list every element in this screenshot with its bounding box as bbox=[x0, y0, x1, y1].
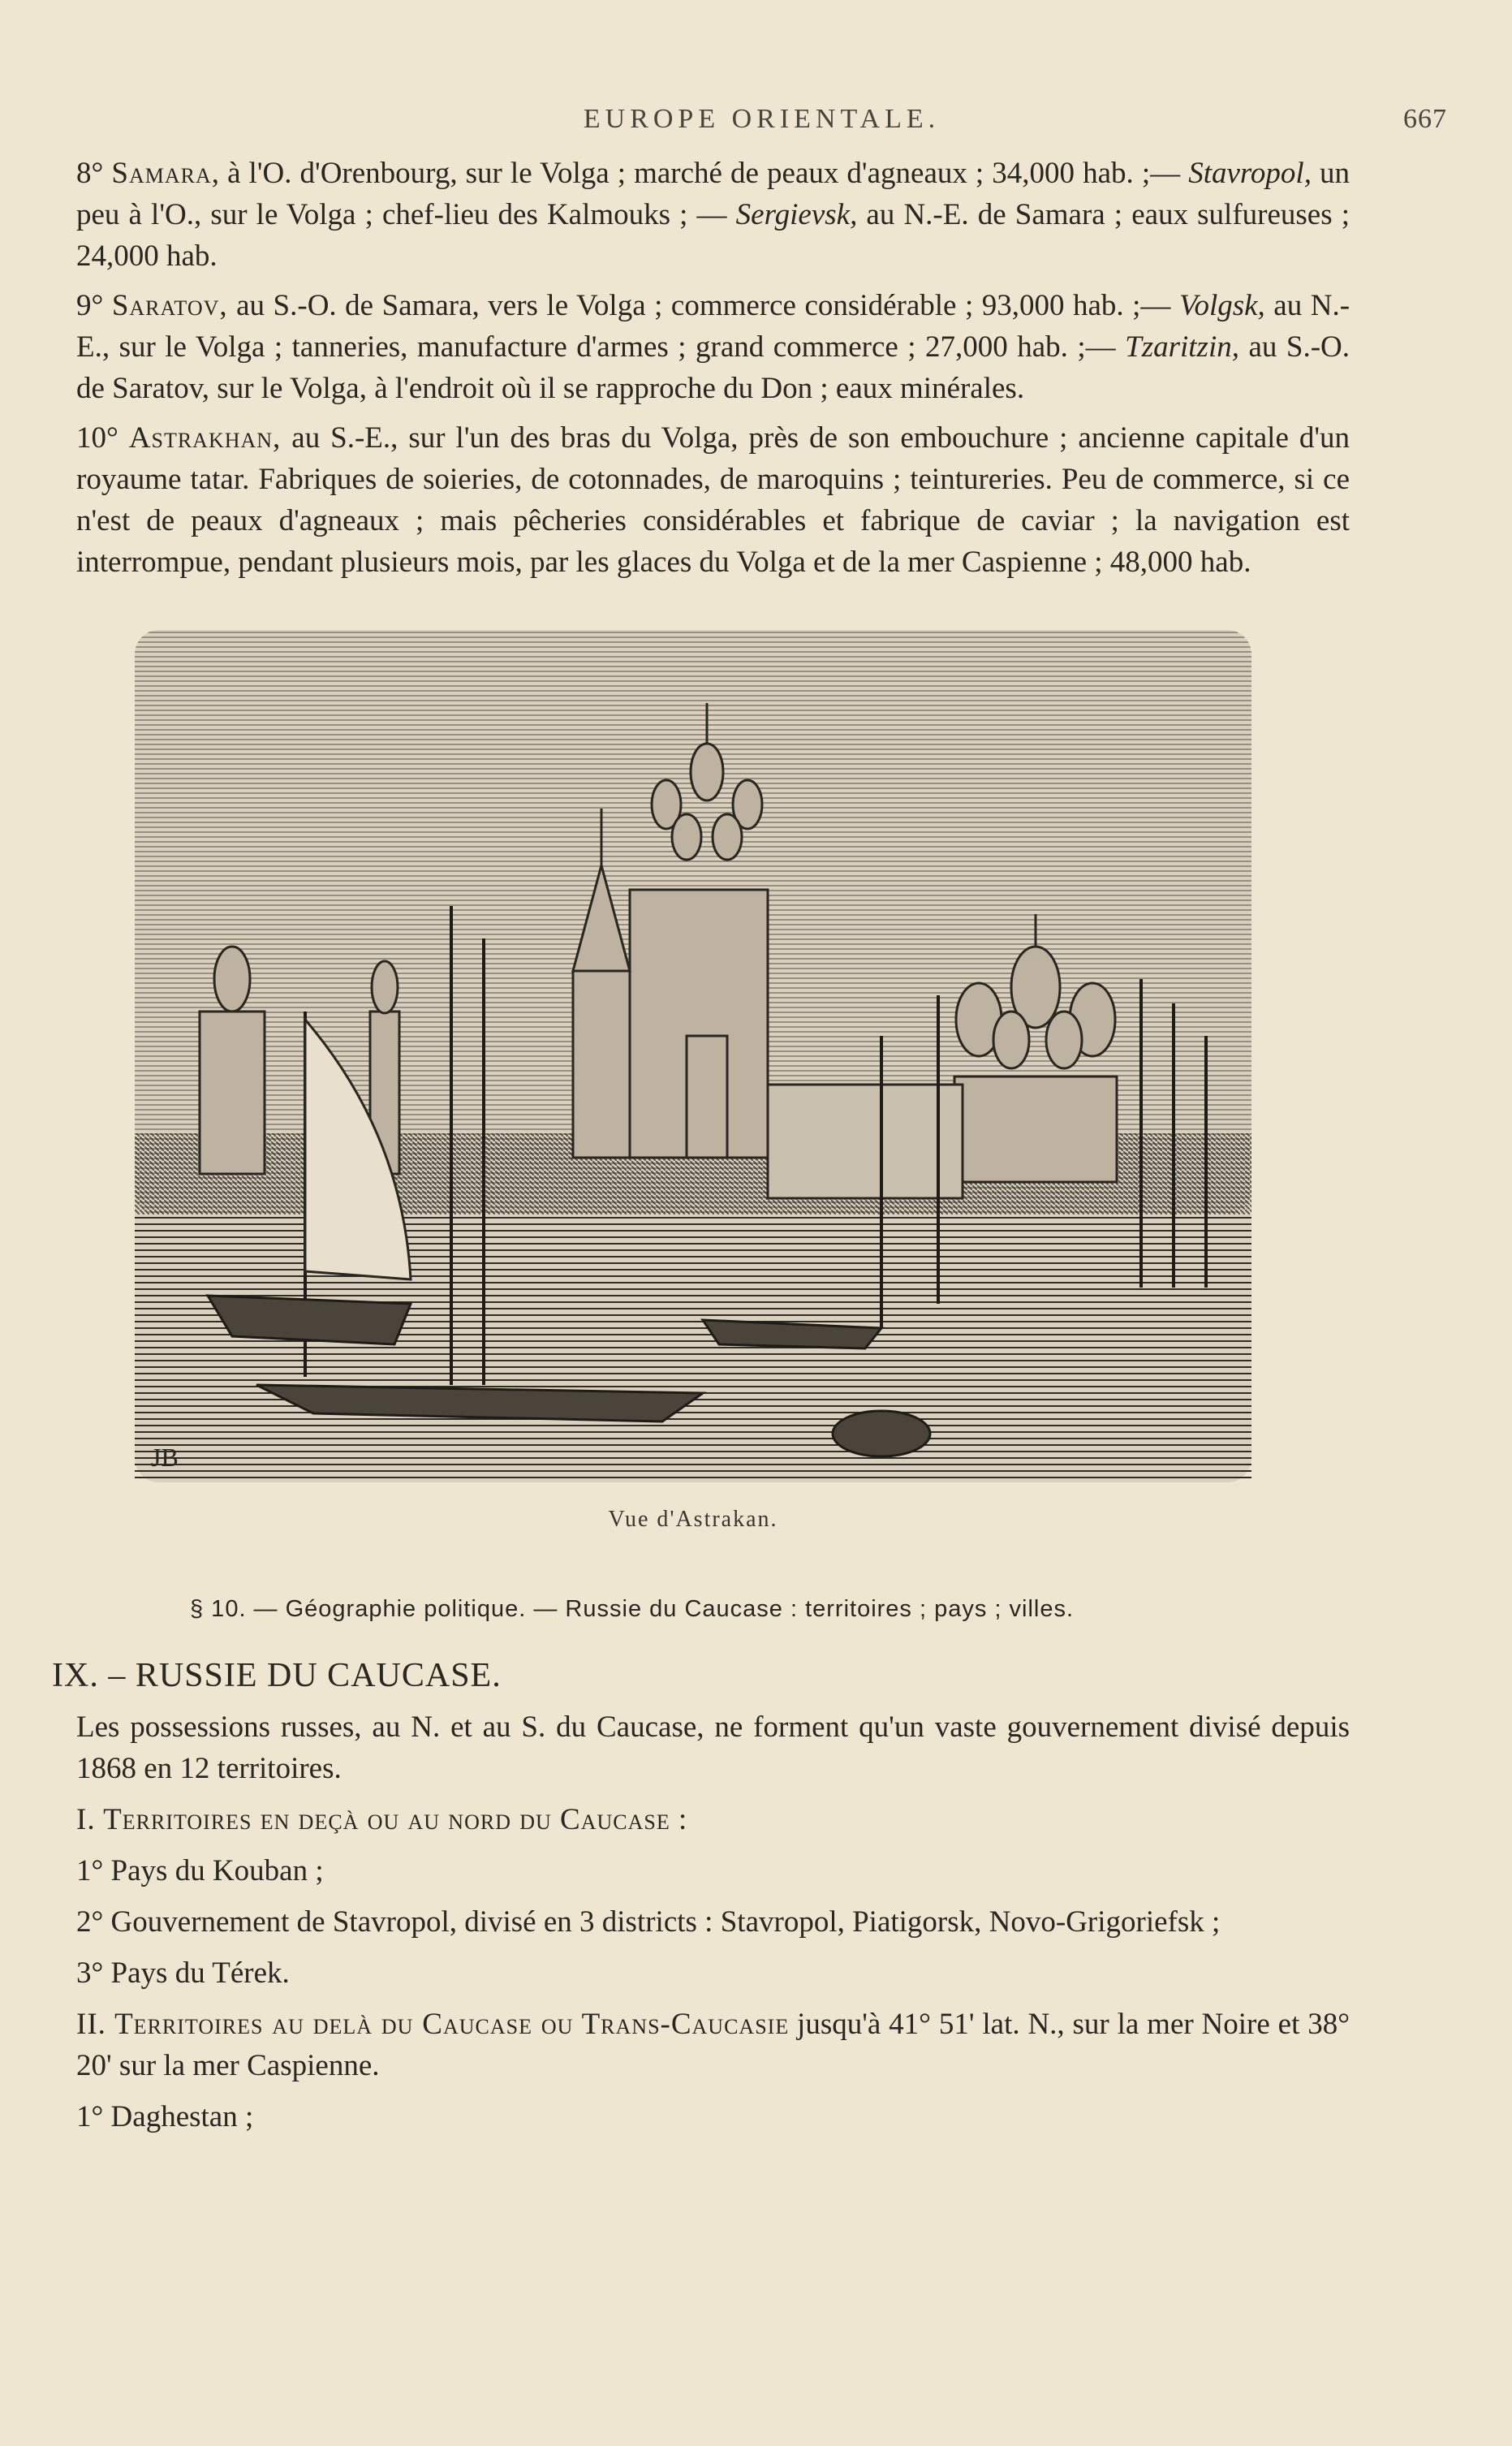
section-heading: § 10. — Géographie politique. — Russie du Caucase : territoires ; pays ; villes. bbox=[190, 1596, 1075, 1622]
list-heading-north: I. Territoires en deçà ou au nord du Caucase : bbox=[76, 1803, 688, 1836]
page-number: 667 bbox=[1403, 104, 1447, 134]
paragraph-astrakhan: 10° Astrakhan, au S.-E., sur l'un des bras du Volga, près de son embouchure ; ancienne capitale d'un royaume tatar. Fabriques de soieries, de cotonnades, de maroquins ; teintureries. Peu de commerce, si ce n'est de peaux d'agneaux ; mais pêcheries considérables et fabrique de caviar ; la navigation est interrompue, pendant plusieurs mois, par les glaces du Volga et de la mer Caspienne ; 48,000 hab. bbox=[76, 421, 1350, 579]
list-heading-south: II. Territoires au delà du Caucase ou Trans-Caucasie jusqu'à 41° 51' lat. N., sur la mer Noire et 38° 20' sur la mer Caspienne. bbox=[76, 2008, 1350, 2082]
list-item: 1° Pays du Kouban ; bbox=[76, 1854, 324, 1887]
chapter-heading: IX. – RUSSIE DU CAUCASE. bbox=[52, 1657, 502, 1694]
engraver-monogram: JB bbox=[151, 1443, 179, 1472]
paragraph-saratov: 9° Saratov, au S.-O. de Samara, vers le Volga ; commerce considérable ; 93,000 hab. ;— Volgsk, au N.-E., sur le Volga ; tanneries, manufacture d'armes ; grand commerce ; 27,000 hab. ;— Tzaritzin, au S.-O. de Saratov, sur le Volga, à l'endroit où il se rapproche du Don ; eaux minérales. bbox=[76, 289, 1350, 405]
running-title: EUROPE ORIENTALE. bbox=[583, 104, 941, 134]
list-item: 2° Gouvernement de Stavropol, divisé en 3 districts : Stavropol, Piatigorsk, Novo-Grigoriefsk ; bbox=[76, 1905, 1221, 1939]
figure-caption: Vue d'Astrakan. bbox=[608, 1507, 778, 1532]
city-name: Saratov, bbox=[111, 289, 228, 322]
list-item: 1° Daghestan ; bbox=[76, 2100, 254, 2133]
city-name: Samara bbox=[111, 157, 212, 190]
city-name: Astrakhan, bbox=[128, 421, 282, 455]
list-item: 3° Pays du Térek. bbox=[76, 1956, 290, 1990]
caucasus-section bbox=[52, 1655, 1350, 2138]
astrakhan-engraving bbox=[135, 630, 1251, 1482]
engraving-figure bbox=[135, 630, 1251, 1533]
paragraph-samara: 8° Samara, à l'O. d'Orenbourg, sur le Volga ; marché de peaux d'agneaux ; 34,000 hab. ;— Stavropol, un peu à l'O., sur le Volga ; chef-lieu des Kalmouks ; — Sergievsk, au N.-E. de Samara ; eaux sulfureuses ; 24,000 hab. bbox=[76, 157, 1350, 273]
paragraph-intro: Les possessions russes, au N. et au S. du Caucase, ne forment qu'un vaste gouvernement divisé depuis 1868 en 12 territoires. bbox=[76, 1710, 1350, 1785]
running-header bbox=[52, 104, 1447, 153]
